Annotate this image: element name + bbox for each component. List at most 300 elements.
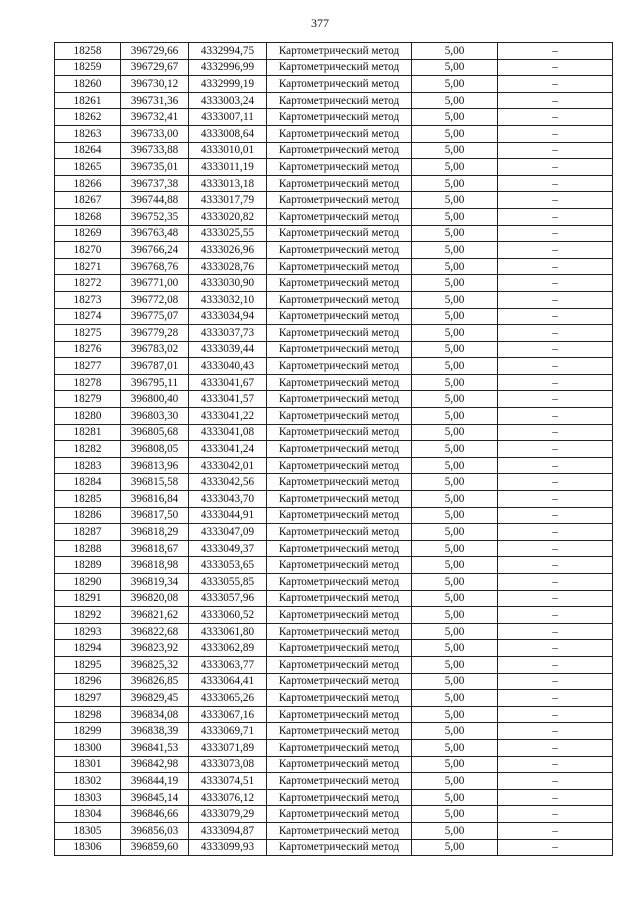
accuracy-cell: 5,00 <box>412 706 498 723</box>
y-coordinate-cell: 4333042,01 <box>189 457 267 474</box>
y-coordinate-cell: 4333039,44 <box>189 341 267 358</box>
point-number-cell: 18270 <box>55 242 121 259</box>
point-number-cell: 18266 <box>55 175 121 192</box>
point-number-cell: 18259 <box>55 59 121 76</box>
x-coordinate-cell: 396818,98 <box>121 557 189 574</box>
table-row <box>55 325 613 342</box>
method-cell: Картометрический метод <box>267 125 412 142</box>
x-coordinate-cell: 396737,38 <box>121 175 189 192</box>
accuracy-cell: 5,00 <box>412 59 498 76</box>
accuracy-cell: 5,00 <box>412 441 498 458</box>
table-row <box>55 441 613 458</box>
method-cell: Картометрический метод <box>267 457 412 474</box>
table-row <box>55 656 613 673</box>
x-coordinate-cell: 396772,08 <box>121 291 189 308</box>
table-row <box>55 59 613 76</box>
description-cell: – <box>498 391 613 408</box>
point-number-cell: 18276 <box>55 341 121 358</box>
point-number-cell: 18260 <box>55 76 121 93</box>
description-cell: – <box>498 441 613 458</box>
accuracy-cell: 5,00 <box>412 607 498 624</box>
method-cell: Картометрический метод <box>267 739 412 756</box>
description-cell: – <box>498 491 613 508</box>
y-coordinate-cell: 4332999,19 <box>189 76 267 93</box>
table-row <box>55 125 613 142</box>
point-number-cell: 18265 <box>55 159 121 176</box>
table-row <box>55 540 613 557</box>
y-coordinate-cell: 4333042,56 <box>189 474 267 491</box>
description-cell: – <box>498 507 613 524</box>
method-cell: Картометрический метод <box>267 690 412 707</box>
y-coordinate-cell: 4333044,91 <box>189 507 267 524</box>
y-coordinate-cell: 4333073,08 <box>189 756 267 773</box>
description-cell: – <box>498 341 613 358</box>
y-coordinate-cell: 4333030,90 <box>189 275 267 292</box>
accuracy-cell: 5,00 <box>412 590 498 607</box>
point-number-cell: 18297 <box>55 690 121 707</box>
page-number: 377 <box>311 16 329 30</box>
method-cell: Картометрический метод <box>267 507 412 524</box>
point-number-cell: 18301 <box>55 756 121 773</box>
table-row <box>55 457 613 474</box>
x-coordinate-cell: 396841,53 <box>121 739 189 756</box>
description-cell: – <box>498 822 613 839</box>
table-row <box>55 474 613 491</box>
method-cell: Картометрический метод <box>267 773 412 790</box>
table-row <box>55 839 613 856</box>
description-cell: – <box>498 43 613 60</box>
description-cell: – <box>498 789 613 806</box>
x-coordinate-cell: 396838,39 <box>121 723 189 740</box>
y-coordinate-cell: 4333017,79 <box>189 192 267 209</box>
method-cell: Картометрический метод <box>267 789 412 806</box>
method-cell: Картометрический метод <box>267 76 412 93</box>
description-cell: – <box>498 208 613 225</box>
point-number-cell: 18258 <box>55 43 121 60</box>
y-coordinate-cell: 4333007,11 <box>189 109 267 126</box>
method-cell: Картометрический метод <box>267 590 412 607</box>
x-coordinate-cell: 396744,88 <box>121 192 189 209</box>
y-coordinate-cell: 4333043,70 <box>189 491 267 508</box>
method-cell: Картометрический метод <box>267 374 412 391</box>
point-number-cell: 18304 <box>55 806 121 823</box>
table-row <box>55 341 613 358</box>
table-row <box>55 424 613 441</box>
x-coordinate-cell: 396783,02 <box>121 341 189 358</box>
x-coordinate-cell: 396805,68 <box>121 424 189 441</box>
point-number-cell: 18268 <box>55 208 121 225</box>
x-coordinate-cell: 396823,92 <box>121 640 189 657</box>
table-row <box>55 623 613 640</box>
description-cell: – <box>498 258 613 275</box>
y-coordinate-cell: 4333013,18 <box>189 175 267 192</box>
table-row <box>55 756 613 773</box>
table-row <box>55 706 613 723</box>
description-cell: – <box>498 59 613 76</box>
y-coordinate-cell: 4333074,51 <box>189 773 267 790</box>
accuracy-cell: 5,00 <box>412 474 498 491</box>
accuracy-cell: 5,00 <box>412 524 498 541</box>
y-coordinate-cell: 4333040,43 <box>189 358 267 375</box>
accuracy-cell: 5,00 <box>412 358 498 375</box>
table-row <box>55 258 613 275</box>
accuracy-cell: 5,00 <box>412 557 498 574</box>
point-number-cell: 18294 <box>55 640 121 657</box>
description-cell: – <box>498 574 613 591</box>
method-cell: Картометрический метод <box>267 192 412 209</box>
y-coordinate-cell: 4333099,93 <box>189 839 267 856</box>
method-cell: Картометрический метод <box>267 822 412 839</box>
method-cell: Картометрический метод <box>267 640 412 657</box>
x-coordinate-cell: 396771,00 <box>121 275 189 292</box>
x-coordinate-cell: 396733,88 <box>121 142 189 159</box>
method-cell: Картометрический метод <box>267 308 412 325</box>
x-coordinate-cell: 396820,08 <box>121 590 189 607</box>
method-cell: Картометрический метод <box>267 109 412 126</box>
table-row <box>55 773 613 790</box>
accuracy-cell: 5,00 <box>412 574 498 591</box>
y-coordinate-cell: 4333011,19 <box>189 159 267 176</box>
description-cell: – <box>498 408 613 425</box>
y-coordinate-cell: 4333047,09 <box>189 524 267 541</box>
accuracy-cell: 5,00 <box>412 159 498 176</box>
point-number-cell: 18288 <box>55 540 121 557</box>
point-number-cell: 18269 <box>55 225 121 242</box>
point-number-cell: 18278 <box>55 374 121 391</box>
point-number-cell: 18261 <box>55 92 121 109</box>
y-coordinate-cell: 4333041,67 <box>189 374 267 391</box>
y-coordinate-cell: 4333069,71 <box>189 723 267 740</box>
accuracy-cell: 5,00 <box>412 208 498 225</box>
y-coordinate-cell: 4333037,73 <box>189 325 267 342</box>
x-coordinate-cell: 396818,29 <box>121 524 189 541</box>
point-number-cell: 18305 <box>55 822 121 839</box>
description-cell: – <box>498 839 613 856</box>
description-cell: – <box>498 142 613 159</box>
method-cell: Картометрический метод <box>267 524 412 541</box>
method-cell: Картометрический метод <box>267 159 412 176</box>
accuracy-cell: 5,00 <box>412 308 498 325</box>
x-coordinate-cell: 396859,60 <box>121 839 189 856</box>
table-row <box>55 92 613 109</box>
description-cell: – <box>498 175 613 192</box>
accuracy-cell: 5,00 <box>412 457 498 474</box>
table-row <box>55 607 613 624</box>
table-row <box>55 374 613 391</box>
description-cell: – <box>498 291 613 308</box>
accuracy-cell: 5,00 <box>412 192 498 209</box>
point-number-cell: 18290 <box>55 574 121 591</box>
description-cell: – <box>498 557 613 574</box>
description-cell: – <box>498 623 613 640</box>
y-coordinate-cell: 4332996,99 <box>189 59 267 76</box>
accuracy-cell: 5,00 <box>412 540 498 557</box>
table-row <box>55 109 613 126</box>
x-coordinate-cell: 396766,24 <box>121 242 189 259</box>
point-number-cell: 18300 <box>55 739 121 756</box>
accuracy-cell: 5,00 <box>412 225 498 242</box>
point-number-cell: 18289 <box>55 557 121 574</box>
x-coordinate-cell: 396815,58 <box>121 474 189 491</box>
point-number-cell: 18302 <box>55 773 121 790</box>
point-number-cell: 18282 <box>55 441 121 458</box>
x-coordinate-cell: 396822,68 <box>121 623 189 640</box>
accuracy-cell: 5,00 <box>412 789 498 806</box>
x-coordinate-cell: 396819,34 <box>121 574 189 591</box>
accuracy-cell: 5,00 <box>412 175 498 192</box>
y-coordinate-cell: 4333008,64 <box>189 125 267 142</box>
table-row <box>55 789 613 806</box>
x-coordinate-cell: 396803,30 <box>121 408 189 425</box>
description-cell: – <box>498 424 613 441</box>
x-coordinate-cell: 396775,07 <box>121 308 189 325</box>
point-number-cell: 18299 <box>55 723 121 740</box>
point-number-cell: 18272 <box>55 275 121 292</box>
description-cell: – <box>498 109 613 126</box>
method-cell: Картометрический метод <box>267 557 412 574</box>
x-coordinate-cell: 396846,66 <box>121 806 189 823</box>
method-cell: Картометрический метод <box>267 656 412 673</box>
y-coordinate-cell: 4332994,75 <box>189 43 267 60</box>
description-cell: – <box>498 690 613 707</box>
y-coordinate-cell: 4333010,01 <box>189 142 267 159</box>
method-cell: Картометрический метод <box>267 175 412 192</box>
method-cell: Картометрический метод <box>267 806 412 823</box>
table-row <box>55 491 613 508</box>
x-coordinate-cell: 396729,66 <box>121 43 189 60</box>
point-number-cell: 18277 <box>55 358 121 375</box>
description-cell: – <box>498 739 613 756</box>
method-cell: Картометрический метод <box>267 275 412 292</box>
description-cell: – <box>498 159 613 176</box>
table-row <box>55 43 613 60</box>
point-number-cell: 18306 <box>55 839 121 856</box>
accuracy-cell: 5,00 <box>412 325 498 342</box>
description-cell: – <box>498 192 613 209</box>
table-row <box>55 822 613 839</box>
point-number-cell: 18287 <box>55 524 121 541</box>
table-row <box>55 308 613 325</box>
y-coordinate-cell: 4333041,57 <box>189 391 267 408</box>
table-row <box>55 574 613 591</box>
accuracy-cell: 5,00 <box>412 374 498 391</box>
accuracy-cell: 5,00 <box>412 491 498 508</box>
method-cell: Картометрический метод <box>267 706 412 723</box>
y-coordinate-cell: 4333026,96 <box>189 242 267 259</box>
description-cell: – <box>498 275 613 292</box>
description-cell: – <box>498 225 613 242</box>
method-cell: Картометрический метод <box>267 424 412 441</box>
y-coordinate-cell: 4333060,52 <box>189 607 267 624</box>
y-coordinate-cell: 4333064,41 <box>189 673 267 690</box>
point-number-cell: 18264 <box>55 142 121 159</box>
description-cell: – <box>498 723 613 740</box>
description-cell: – <box>498 457 613 474</box>
table-row <box>55 175 613 192</box>
coordinates-table <box>54 42 613 856</box>
description-cell: – <box>498 308 613 325</box>
point-number-cell: 18296 <box>55 673 121 690</box>
accuracy-cell: 5,00 <box>412 806 498 823</box>
description-cell: – <box>498 590 613 607</box>
y-coordinate-cell: 4333041,22 <box>189 408 267 425</box>
method-cell: Картометрический метод <box>267 607 412 624</box>
method-cell: Картометрический метод <box>267 208 412 225</box>
table-row <box>55 358 613 375</box>
point-number-cell: 18280 <box>55 408 121 425</box>
y-coordinate-cell: 4333055,85 <box>189 574 267 591</box>
accuracy-cell: 5,00 <box>412 291 498 308</box>
table-row <box>55 242 613 259</box>
point-number-cell: 18295 <box>55 656 121 673</box>
x-coordinate-cell: 396752,35 <box>121 208 189 225</box>
x-coordinate-cell: 396795,11 <box>121 374 189 391</box>
point-number-cell: 18284 <box>55 474 121 491</box>
accuracy-cell: 5,00 <box>412 76 498 93</box>
x-coordinate-cell: 396829,45 <box>121 690 189 707</box>
table-row <box>55 291 613 308</box>
method-cell: Картометрический метод <box>267 723 412 740</box>
point-number-cell: 18283 <box>55 457 121 474</box>
description-cell: – <box>498 540 613 557</box>
point-number-cell: 18279 <box>55 391 121 408</box>
x-coordinate-cell: 396842,98 <box>121 756 189 773</box>
x-coordinate-cell: 396816,84 <box>121 491 189 508</box>
point-number-cell: 18274 <box>55 308 121 325</box>
method-cell: Картометрический метод <box>267 839 412 856</box>
accuracy-cell: 5,00 <box>412 43 498 60</box>
accuracy-cell: 5,00 <box>412 822 498 839</box>
table-row <box>55 275 613 292</box>
description-cell: – <box>498 242 613 259</box>
y-coordinate-cell: 4333057,96 <box>189 590 267 607</box>
x-coordinate-cell: 396729,67 <box>121 59 189 76</box>
accuracy-cell: 5,00 <box>412 242 498 259</box>
y-coordinate-cell: 4333065,26 <box>189 690 267 707</box>
y-coordinate-cell: 4333067,16 <box>189 706 267 723</box>
y-coordinate-cell: 4333032,10 <box>189 291 267 308</box>
method-cell: Картометрический метод <box>267 92 412 109</box>
table-row <box>55 673 613 690</box>
accuracy-cell: 5,00 <box>412 690 498 707</box>
y-coordinate-cell: 4333041,24 <box>189 441 267 458</box>
point-number-cell: 18298 <box>55 706 121 723</box>
accuracy-cell: 5,00 <box>412 640 498 657</box>
accuracy-cell: 5,00 <box>412 623 498 640</box>
x-coordinate-cell: 396733,00 <box>121 125 189 142</box>
table-row <box>55 590 613 607</box>
table-row <box>55 142 613 159</box>
accuracy-cell: 5,00 <box>412 142 498 159</box>
y-coordinate-cell: 4333003,24 <box>189 92 267 109</box>
accuracy-cell: 5,00 <box>412 275 498 292</box>
point-number-cell: 18285 <box>55 491 121 508</box>
method-cell: Картометрический метод <box>267 59 412 76</box>
x-coordinate-cell: 396779,28 <box>121 325 189 342</box>
accuracy-cell: 5,00 <box>412 756 498 773</box>
accuracy-cell: 5,00 <box>412 125 498 142</box>
accuracy-cell: 5,00 <box>412 424 498 441</box>
x-coordinate-cell: 396735,01 <box>121 159 189 176</box>
x-coordinate-cell: 396821,62 <box>121 607 189 624</box>
description-cell: – <box>498 607 613 624</box>
method-cell: Картометрический метод <box>267 408 412 425</box>
y-coordinate-cell: 4333062,89 <box>189 640 267 657</box>
x-coordinate-cell: 396763,48 <box>121 225 189 242</box>
point-number-cell: 18281 <box>55 424 121 441</box>
x-coordinate-cell: 396800,40 <box>121 391 189 408</box>
description-cell: – <box>498 474 613 491</box>
method-cell: Картометрический метод <box>267 474 412 491</box>
table-row <box>55 208 613 225</box>
method-cell: Картометрический метод <box>267 258 412 275</box>
y-coordinate-cell: 4333094,87 <box>189 822 267 839</box>
point-number-cell: 18293 <box>55 623 121 640</box>
y-coordinate-cell: 4333063,77 <box>189 656 267 673</box>
method-cell: Картометрический метод <box>267 391 412 408</box>
y-coordinate-cell: 4333079,29 <box>189 806 267 823</box>
method-cell: Картометрический метод <box>267 325 412 342</box>
accuracy-cell: 5,00 <box>412 258 498 275</box>
table-row <box>55 640 613 657</box>
x-coordinate-cell: 396732,41 <box>121 109 189 126</box>
description-cell: – <box>498 524 613 541</box>
method-cell: Картометрический метод <box>267 623 412 640</box>
description-cell: – <box>498 706 613 723</box>
point-number-cell: 18267 <box>55 192 121 209</box>
description-cell: – <box>498 125 613 142</box>
point-number-cell: 18291 <box>55 590 121 607</box>
accuracy-cell: 5,00 <box>412 391 498 408</box>
description-cell: – <box>498 756 613 773</box>
table-row <box>55 159 613 176</box>
x-coordinate-cell: 396817,50 <box>121 507 189 524</box>
table-row <box>55 557 613 574</box>
point-number-cell: 18275 <box>55 325 121 342</box>
y-coordinate-cell: 4333076,12 <box>189 789 267 806</box>
point-number-cell: 18263 <box>55 125 121 142</box>
y-coordinate-cell: 4333053,65 <box>189 557 267 574</box>
method-cell: Картометрический метод <box>267 756 412 773</box>
table-row <box>55 723 613 740</box>
y-coordinate-cell: 4333025,55 <box>189 225 267 242</box>
x-coordinate-cell: 396813,96 <box>121 457 189 474</box>
x-coordinate-cell: 396787,01 <box>121 358 189 375</box>
table-row <box>55 408 613 425</box>
x-coordinate-cell: 396818,67 <box>121 540 189 557</box>
accuracy-cell: 5,00 <box>412 656 498 673</box>
accuracy-cell: 5,00 <box>412 773 498 790</box>
y-coordinate-cell: 4333049,37 <box>189 540 267 557</box>
method-cell: Картометрический метод <box>267 540 412 557</box>
table-row <box>55 192 613 209</box>
method-cell: Картометрический метод <box>267 341 412 358</box>
description-cell: – <box>498 92 613 109</box>
table-row <box>55 690 613 707</box>
description-cell: – <box>498 358 613 375</box>
point-number-cell: 18273 <box>55 291 121 308</box>
table-row <box>55 391 613 408</box>
method-cell: Картометрический метод <box>267 491 412 508</box>
method-cell: Картометрический метод <box>267 358 412 375</box>
point-number-cell: 18303 <box>55 789 121 806</box>
method-cell: Картометрический метод <box>267 242 412 259</box>
description-cell: – <box>498 673 613 690</box>
x-coordinate-cell: 396834,08 <box>121 706 189 723</box>
accuracy-cell: 5,00 <box>412 408 498 425</box>
x-coordinate-cell: 396844,19 <box>121 773 189 790</box>
y-coordinate-cell: 4333061,80 <box>189 623 267 640</box>
